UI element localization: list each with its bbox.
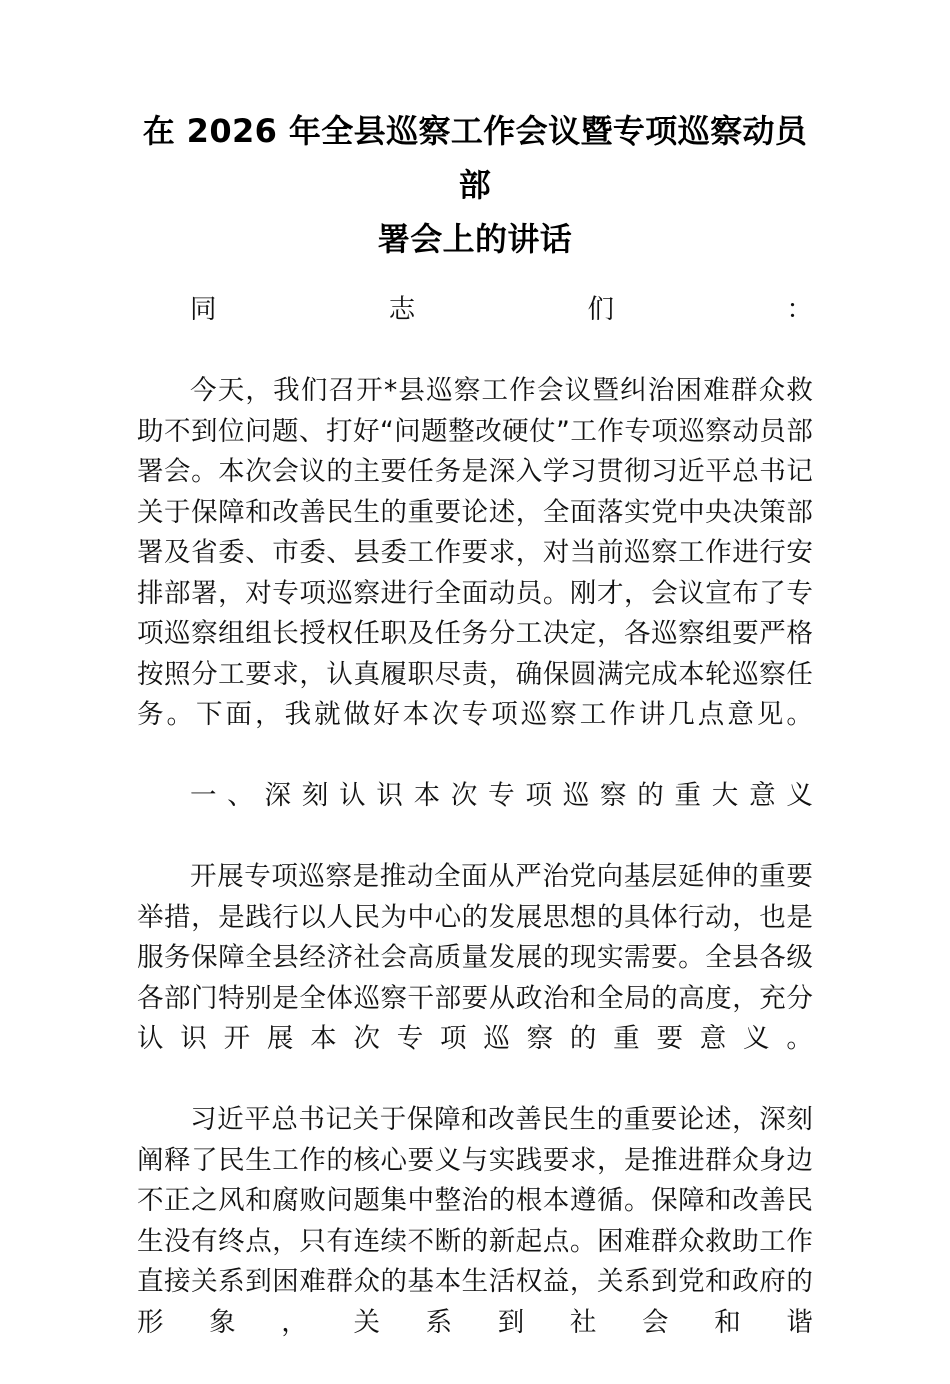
- salutation: 同志们：: [190, 294, 813, 325]
- section-heading-1: 一、深刻认识本次专项巡察的重大意义: [190, 780, 813, 811]
- page-title-line-1: 在 2026 年全县巡察工作会议暨专项巡察动员部: [142, 112, 808, 204]
- document-body: [137, 290, 813, 1384]
- paragraph-opening: 今天，我们召开*县巡察工作会议暨纠治困难群众救助不到位问题、打好“问题整改硬仗”工作专项巡察动员部署会。本次会议的主要任务是深入学习贯彻习近平总书记关于保障和改善民生的重要论述，全面落实党中央决策部署及省委、市委、县委工作要求，对当前巡察工作进行安排部署，对专项巡察进行全面动员。刚才，会议宣布了专项巡察组组长授权任职及任务分工决定，各巡察组要严格按照分工要求，认真履职尽责，确保圆满完成本轮巡察任务。下面，我就做好本次专项巡察工作讲几点意见。: [137, 375, 813, 730]
- paragraph-1-1: 开展专项巡察是推动全面从严治党向基层延伸的重要举措，是践行以人民为中心的发展思想的具体行动，也是服务保障全县经济社会高质量发展的现实需要。全县各级各部门特别是全体巡察干部要从政治和全局的高度，充分认识开展本次专项巡察的重要意义。: [137, 861, 813, 1054]
- paragraph-1-2: 习近平总书记关于保障和改善民生的重要论述，深刻阐释了民生工作的核心要义与实践要求，是推进群众身边不正之风和腐败问题集中整治的根本遵循。保障和改善民生没有终点，只有连续不断的新起点。困难群众救助工作直接关系到困难群众的基本生活权益，关系到党和政府的形象，关系到社会和谐: [137, 1104, 813, 1338]
- page-title: [137, 0, 813, 266]
- page-title-line-2: 署会上的讲话: [377, 220, 573, 258]
- page-content-area: [137, 0, 813, 1384]
